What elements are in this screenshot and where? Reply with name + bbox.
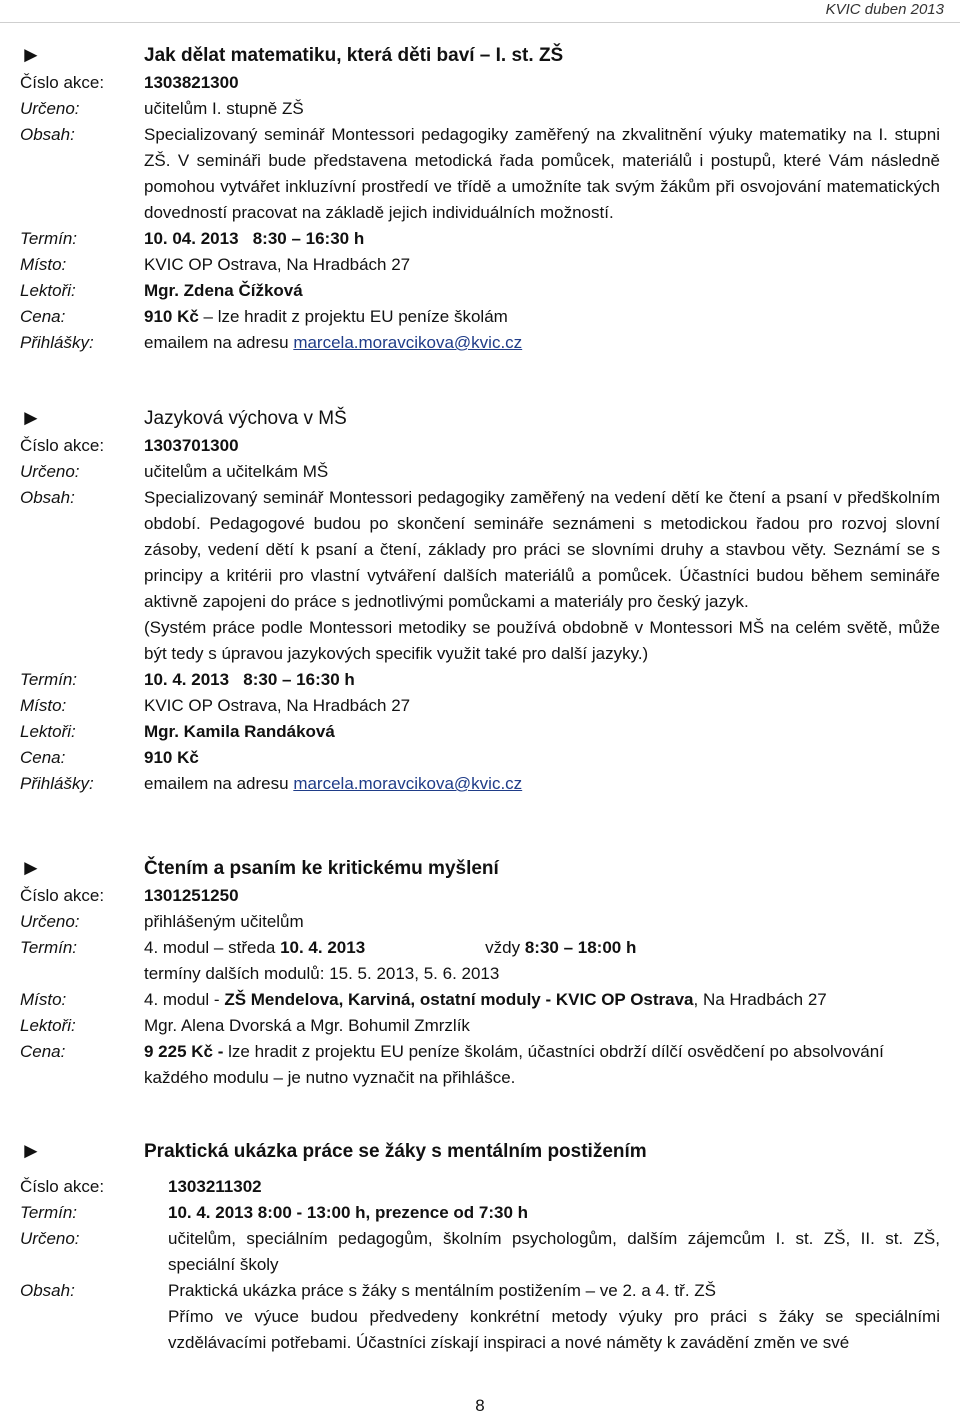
lecturer: Mgr. Kamila Randáková — [144, 722, 335, 741]
registration-text: emailem na adresu — [144, 333, 294, 352]
label-lektori: Lektoři: — [20, 722, 76, 741]
row-termin — [20, 226, 940, 252]
row-obsah — [20, 122, 940, 226]
course-section-1 — [20, 42, 940, 356]
venue-prefix: 4. modul - — [144, 990, 225, 1009]
row-urceno — [20, 1226, 940, 1278]
row-cena — [20, 745, 940, 771]
row-obsah — [20, 1278, 940, 1356]
time-label: vždy — [485, 938, 525, 957]
row-termin — [20, 935, 940, 987]
label-cislo: Číslo akce: — [20, 73, 105, 92]
audience: učitelům, speciálním pedagogům, školním psychologům, dalším zájemcům I. st. ZŠ, II. st. ZŠ, speciální školy — [168, 1229, 940, 1274]
venue-street: , Na Hradbách 27 — [693, 990, 827, 1009]
label-cislo: Číslo akce: — [20, 886, 105, 905]
page-number: 8 — [475, 1396, 485, 1415]
lecturer-name: Zdena Čížková — [183, 281, 303, 300]
date-time: 10. 4. 2013 8:30 – 16:30 h — [144, 670, 355, 689]
label-urceno: Určeno: — [20, 912, 80, 931]
row-cislo — [20, 1174, 940, 1200]
label-cislo: Číslo akce: — [20, 436, 105, 455]
label-urceno: Určeno: — [20, 462, 80, 481]
bullet-arrow-icon: ► — [20, 42, 42, 67]
lecturer — [144, 278, 940, 304]
next-modules: termíny dalších modulů: 15. 5. 2013, 5. 6. 2013 — [144, 964, 500, 983]
module-date: 10. 4. 2013 — [280, 938, 366, 957]
bullet-arrow-icon: ► — [20, 1138, 42, 1163]
course-section-2 — [20, 405, 940, 797]
content-text — [168, 1278, 940, 1356]
label-termin: Termín: — [20, 1203, 78, 1222]
bullet-arrow-icon: ► — [20, 405, 42, 430]
course-title: Čtením a psaním ke kritickému myšlení — [144, 858, 499, 879]
label-misto: Místo: — [20, 255, 67, 274]
label-lektori: Lektoři: — [20, 1016, 76, 1035]
venue-main: ZŠ Mendelova, Karviná, ostatní moduly - KVIC OP Ostrava — [224, 990, 694, 1009]
row-cislo — [20, 70, 940, 96]
course-number: 1303211302 — [168, 1177, 262, 1196]
label-termin: Termín: — [20, 670, 78, 689]
row-lektori — [20, 1013, 940, 1039]
row-misto — [20, 987, 940, 1013]
row-lektori — [20, 278, 940, 304]
row-misto — [20, 252, 940, 278]
row-cena — [20, 304, 940, 330]
label-obsah: Obsah: — [20, 488, 75, 507]
row-cena — [20, 1039, 940, 1091]
row-urceno — [20, 96, 940, 122]
content-paragraph-1: Specializovaný seminář Montessori pedagogiky zaměřený na vedení dětí ke čtení a psaní v předškolním období. Pedagogové budou po skončení semináře seznámeni s metodickou řadou pro rozvoj slovní zásoby, vedení dětí k psaní a čtení, základy pro práci se slovními druhy a stavbou věty. Seznámí se s principy a kritérii pro vlastní vytváření dalších materiálů a pomůcek. Účastníci budou během semináře aktivně zapojeni do práce s jednotlivými pomůckami a materiály pro český jazyk. — [144, 488, 940, 611]
course-number: 1303821300 — [144, 73, 239, 92]
date-time: 10. 04. 2013 8:30 – 16:30 h — [144, 229, 365, 248]
label-urceno: Určeno: — [20, 1229, 80, 1248]
lecturer: Mgr. Alena Dvorská a Mgr. Bohumil Zmrzlík — [144, 1016, 470, 1035]
module-time: 8:30 – 18:00 h — [524, 938, 637, 957]
course-section-4 — [20, 1138, 940, 1356]
row-cislo — [20, 433, 940, 459]
course-section-3 — [20, 855, 940, 1091]
course-title: Jazyková výchova v MŠ — [144, 408, 347, 429]
label-misto: Místo: — [20, 696, 67, 715]
content-text: Specializovaný seminář Montessori pedagogiky zaměřený na zkvalitnění výuky matematiky na I. stupni ZŠ. V semináři bude představena metodická řada pomůcek, materiálů i postupů, které Vám následně pomohou vytvářet inkluzívní prostředí ve třídě a umožníte tak svým žákům při osvojování matematických dovedností pracovat na základě jejich individuálních možností. — [144, 125, 940, 222]
price — [144, 304, 940, 330]
label-cena: Cena: — [20, 1042, 66, 1061]
price-amount: 910 Kč — [144, 748, 199, 767]
row-termin — [20, 1200, 940, 1226]
row-urceno — [20, 909, 940, 935]
label-urceno: Určeno: — [20, 99, 80, 118]
row-misto — [20, 693, 940, 719]
label-termin: Termín: — [20, 229, 78, 248]
registration-text: emailem na adresu — [144, 774, 294, 793]
audience: přihlášeným učitelům — [144, 912, 304, 931]
label-prihlasky: Přihlášky: — [20, 333, 94, 352]
email-link[interactable]: marcela.moravcikova@kvic.cz — [293, 333, 523, 352]
registration — [144, 330, 940, 356]
running-title: KVIC duben 2013 — [825, 1, 944, 18]
page-header — [0, 0, 960, 23]
email-link[interactable]: marcela.moravcikova@kvic.cz — [293, 774, 523, 793]
course-number: 1301251250 — [144, 886, 239, 905]
label-misto: Místo: — [20, 990, 67, 1009]
price-note: – lze hradit z projektu EU peníze školám — [198, 307, 508, 326]
lecturer-title: Mgr. — [144, 281, 184, 300]
row-prihlasky — [20, 771, 940, 797]
label-obsah: Obsah: — [20, 1281, 75, 1300]
date-time — [144, 935, 940, 987]
module-label: 4. modul – středa — [144, 938, 281, 957]
row-obsah — [20, 485, 940, 667]
label-cena: Cena: — [20, 307, 66, 326]
row-prihlasky — [20, 330, 940, 356]
content-line-2: Přímo ve výuce budou předvedeny konkrétní metody výuky pro práci s žáky se speciálními vzdělávacími potřebami. Účastníci získají inspiraci a nové náměty k zavádění změn ve své — [168, 1307, 940, 1352]
venue: KVIC OP Ostrava, Na Hradbách 27 — [144, 696, 411, 715]
venue — [144, 987, 940, 1013]
venue: KVIC OP Ostrava, Na Hradbách 27 — [144, 255, 411, 274]
price-amount: 9 225 Kč - — [144, 1042, 229, 1061]
audience: učitelům I. stupně ZŠ — [144, 99, 304, 118]
row-lektori — [20, 719, 940, 745]
label-cena: Cena: — [20, 748, 66, 767]
course-title: Praktická ukázka práce se žáky s mentálním postižením — [144, 1141, 647, 1162]
label-cislo: Číslo akce: — [20, 1177, 105, 1196]
course-title: Jak dělat matematiku, která děti baví – I. st. ZŠ — [144, 45, 564, 66]
label-obsah: Obsah: — [20, 125, 75, 144]
price — [144, 1039, 940, 1091]
label-lektori: Lektoři: — [20, 281, 76, 300]
registration — [144, 771, 940, 797]
price-amount: 910 Kč — [144, 307, 199, 326]
date-time: 10. 4. 2013 8:00 - 13:00 h, prezence od 7:30 h — [168, 1203, 529, 1222]
price-note: lze hradit z projektu EU peníze školám, účastníci obdrží dílčí osvědčení po absolvování každého modulu – je nutno vyznačit na přihlášce. — [144, 1042, 884, 1087]
content-line-1: Praktická ukázka práce s žáky s mentálním postižením – ve 2. a 4. tř. ZŠ — [168, 1281, 716, 1300]
bullet-arrow-icon: ► — [20, 855, 42, 880]
label-termin: Termín: — [20, 938, 78, 957]
content-text — [144, 485, 940, 667]
row-urceno — [20, 459, 940, 485]
row-cislo — [20, 883, 940, 909]
row-termin — [20, 667, 940, 693]
label-prihlasky: Přihlášky: — [20, 774, 94, 793]
course-number: 1303701300 — [144, 436, 239, 455]
audience: učitelům a učitelkám MŠ — [144, 462, 329, 481]
content-paragraph-2: (Systém práce podle Montessori metodiky se používá obdobně v Montessori MŠ na celém světě, může být tedy s úpravou jazykových specifik využit také pro další jazyky.) — [144, 618, 940, 663]
